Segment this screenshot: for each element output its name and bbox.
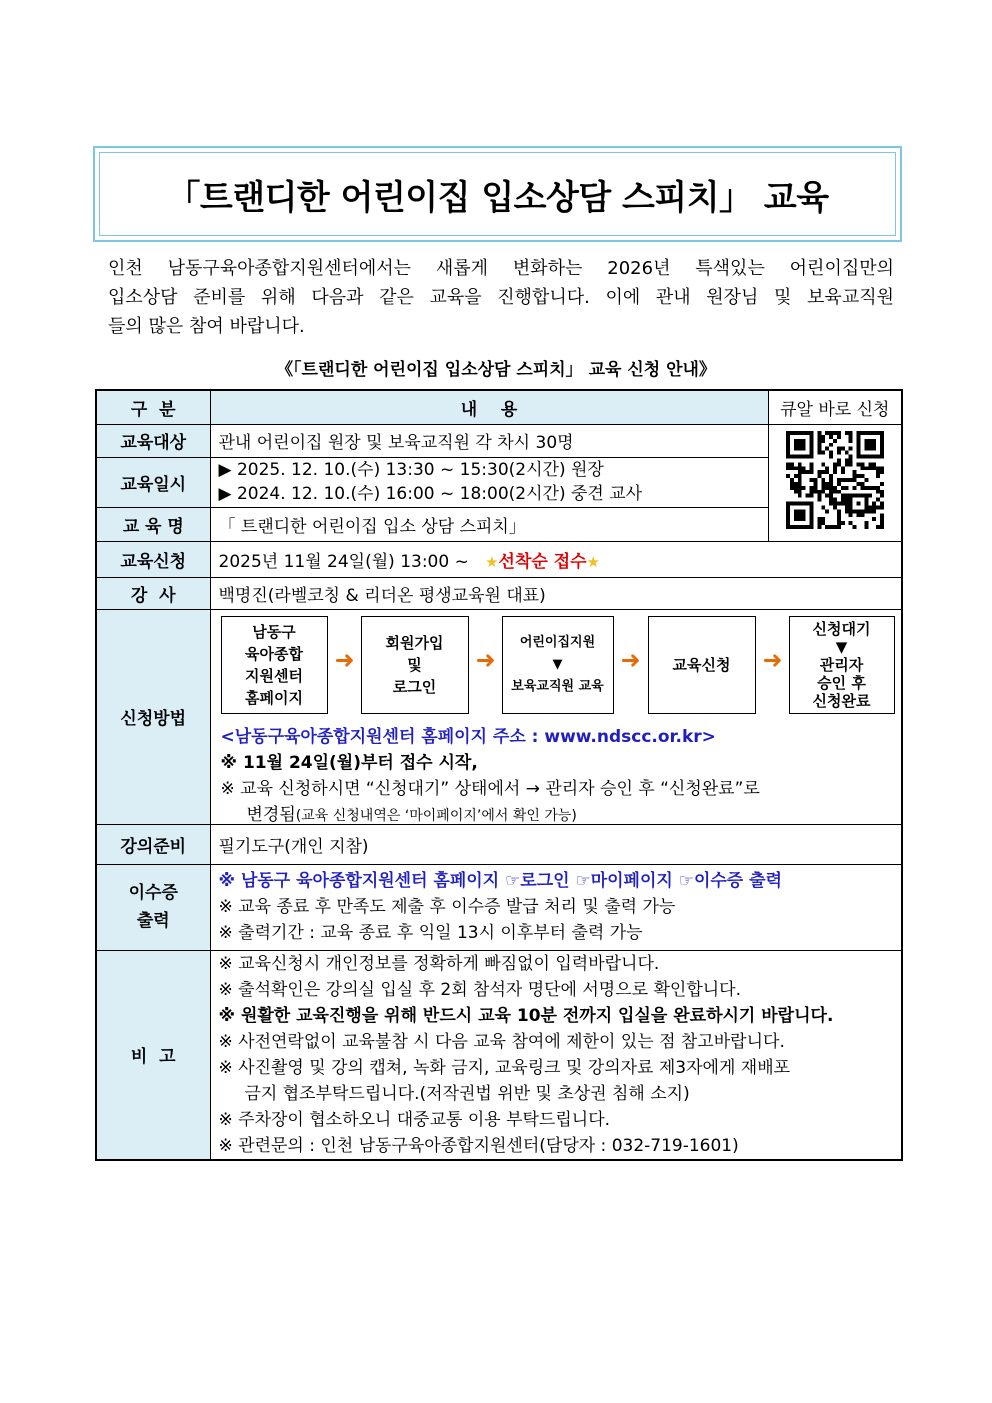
flow-step-1-line: 남동구: [252, 622, 296, 641]
flow-step-3-line: 어린이집지원: [519, 634, 596, 650]
flow-step-3-line: 보육교직원 교육: [511, 678, 604, 694]
flow-step-1-line: 지원센터: [245, 666, 303, 685]
flow-step-5-line: 신청완료: [812, 691, 871, 710]
section-subtitle: 《「트랜디한 어린이집 입소상담 스피치」 교육 신청 안내》: [276, 360, 716, 380]
flow-step-2: [361, 616, 469, 714]
intro-line-3: 들의 많은 참여 바랍니다.: [108, 316, 305, 337]
value-cert: [210, 864, 902, 950]
flow-step-2-line: 로그인: [392, 677, 437, 696]
remark-line: ※ 출석확인은 강의실 입실 후 2회 참석자 명단에 서명으로 확인합니다.: [218, 979, 741, 1000]
value-remarks: [210, 950, 902, 1160]
flow-step-3: [502, 616, 614, 714]
header-category: 구 분: [96, 390, 210, 424]
arrow-right-icon: ➜: [762, 645, 783, 674]
flow-step-2-line: 및: [407, 655, 422, 674]
method-note-1: ※ 교육 신청하시면 “신청대기” 상태에서 → 관리자 승인 후 “신청완료”로: [220, 778, 760, 799]
title-box: [93, 146, 902, 242]
star-icon: ★: [586, 552, 600, 571]
page-title: 「트랜디한 어린이집 입소상담 스피치」 교육: [99, 152, 896, 236]
flow-step-5-line: 승인 후: [817, 673, 866, 692]
label-prep: 강의준비: [96, 824, 210, 864]
value-lecturer: 백명진(라벨코칭 & 리더온 평생교육원 대표): [210, 577, 902, 609]
arrow-right-icon: ➜: [475, 645, 496, 674]
value-method: [210, 609, 902, 824]
datetime-line-1: ▶ 2025. 12. 10.(수) 13:30 ~ 15:30(2시간) 원장: [218, 460, 604, 480]
label-lecturer: 강 사: [96, 577, 210, 609]
arrow-right-icon: ➜: [620, 645, 641, 674]
remark-line: ※ 주차장이 협소하오니 대중교통 이용 부탁드립니다.: [218, 1109, 611, 1130]
datetime-line-2: ▶ 2024. 12. 10.(수) 16:00 ~ 18:00(2시간) 중견 교사: [218, 484, 643, 504]
value-datetime: [210, 457, 768, 507]
apply-date: 2025년 11월 24일(월) 13:00 ~: [218, 551, 469, 572]
label-datetime: 교육일시: [96, 457, 210, 507]
label-remarks: 비 고: [96, 950, 210, 1160]
value-apply: [210, 541, 902, 577]
flow-step-4-line: 교육신청: [672, 655, 731, 674]
remark-line: ※ 사진촬영 및 강의 캡쳐, 녹화 금지, 교육링크 및 강의자료 제3자에게 재배포: [218, 1057, 791, 1078]
method-start: ※ 11월 24일(월)부터 접수 시작,: [220, 752, 478, 773]
flow-step-1-line: 육아종합: [245, 644, 303, 663]
label-method: 신청방법: [96, 609, 210, 824]
label-target: 교육대상: [96, 424, 210, 457]
cert-line-3: ※ 출력기간 : 교육 종료 후 익일 13시 이후부터 출력 가능: [218, 923, 643, 943]
flow-step-1-line: 홈페이지: [245, 688, 303, 707]
arrow-right-icon: ➜: [334, 645, 355, 674]
flow-step-4: [648, 616, 756, 714]
intro-line-2: 입소상담 준비를 위해 다음과 같은 교육을 진행합니다. 이에 관내 원장님 및 보육교직원: [108, 287, 894, 308]
homepage-link[interactable]: <남동구육아종합지원센터 홈페이지 주소 : www.ndscc.or.kr>: [220, 726, 716, 747]
header-qr: 큐알 바로 신청: [768, 390, 902, 424]
label-course: 교 육 명: [96, 507, 210, 541]
flow-diagram: [211, 610, 902, 825]
method-notes: [221, 724, 901, 829]
qr-code-icon[interactable]: [786, 431, 884, 529]
remark-line: 금지 협조부탁드립니다.(저작권법 위반 및 초상권 침해 소지): [244, 1083, 690, 1104]
flow-step-5: [789, 616, 895, 714]
apply-highlight: 선착순 접수: [498, 551, 587, 572]
flow-step-1: [221, 616, 328, 714]
label-cert: [96, 864, 210, 950]
cert-line-1: ※ 남동구 육아종합지원센터 홈페이지 ☞로그인 ☞마이페이지 ☞이수증 출력: [218, 871, 782, 891]
intro-line-1: 인천 남동구육아종합지원센터에서는 새롭게 변화하는 2026년 특색있는 어린이집만의: [108, 258, 894, 279]
remark-line: ※ 관련문의 : 인천 남동구육아종합지원센터(담당자 : 032-719-1601): [218, 1135, 739, 1156]
remark-line: ※ 교육신청시 개인정보를 정확하게 빠짐없이 입력바랍니다.: [218, 953, 660, 974]
remark-line: ※ 사전연락없이 교육불참 시 다음 교육 참여에 제한이 있는 점 참고바랍니다.: [218, 1031, 785, 1052]
value-target: 관내 어린이집 원장 및 보육교직원 각 차시 30명: [210, 424, 768, 457]
remark-line: ※ 원활한 교육진행을 위해 반드시 교육 10분 전까지 입실을 완료하시기 바랍니다.: [218, 1005, 834, 1026]
flow-step-5-line: 신청대기: [812, 619, 871, 638]
flow-step-3-line: ▼: [552, 656, 563, 672]
intro-paragraph: [108, 254, 894, 341]
qr-cell: [768, 424, 902, 541]
flow-step-5-line: 관리자: [819, 655, 864, 674]
flow-step-2-line: 회원가입: [385, 633, 444, 652]
label-cert-line-2: 출력: [136, 911, 170, 931]
method-note-2: [221, 802, 901, 829]
value-course: 「 트랜디한 어린이집 입소 상담 스피치」: [210, 507, 768, 541]
cert-line-2: ※ 교육 종료 후 만족도 제출 후 이수증 발급 처리 및 출력 가능: [218, 897, 676, 917]
info-table: [95, 389, 903, 1161]
flow-step-5-line: ▼: [835, 637, 848, 656]
value-prep: 필기도구(개인 지참): [210, 824, 902, 864]
method-note-2a: 변경됨: [246, 804, 296, 825]
label-cert-line-1: 이수증: [128, 883, 178, 903]
header-content: 내 용: [210, 390, 768, 424]
label-apply: 교육신청: [96, 541, 210, 577]
star-icon: ★: [485, 552, 499, 571]
method-note-2b: (교육 신청내역은 ‘마이페이지’에서 확인 가능): [295, 807, 577, 824]
